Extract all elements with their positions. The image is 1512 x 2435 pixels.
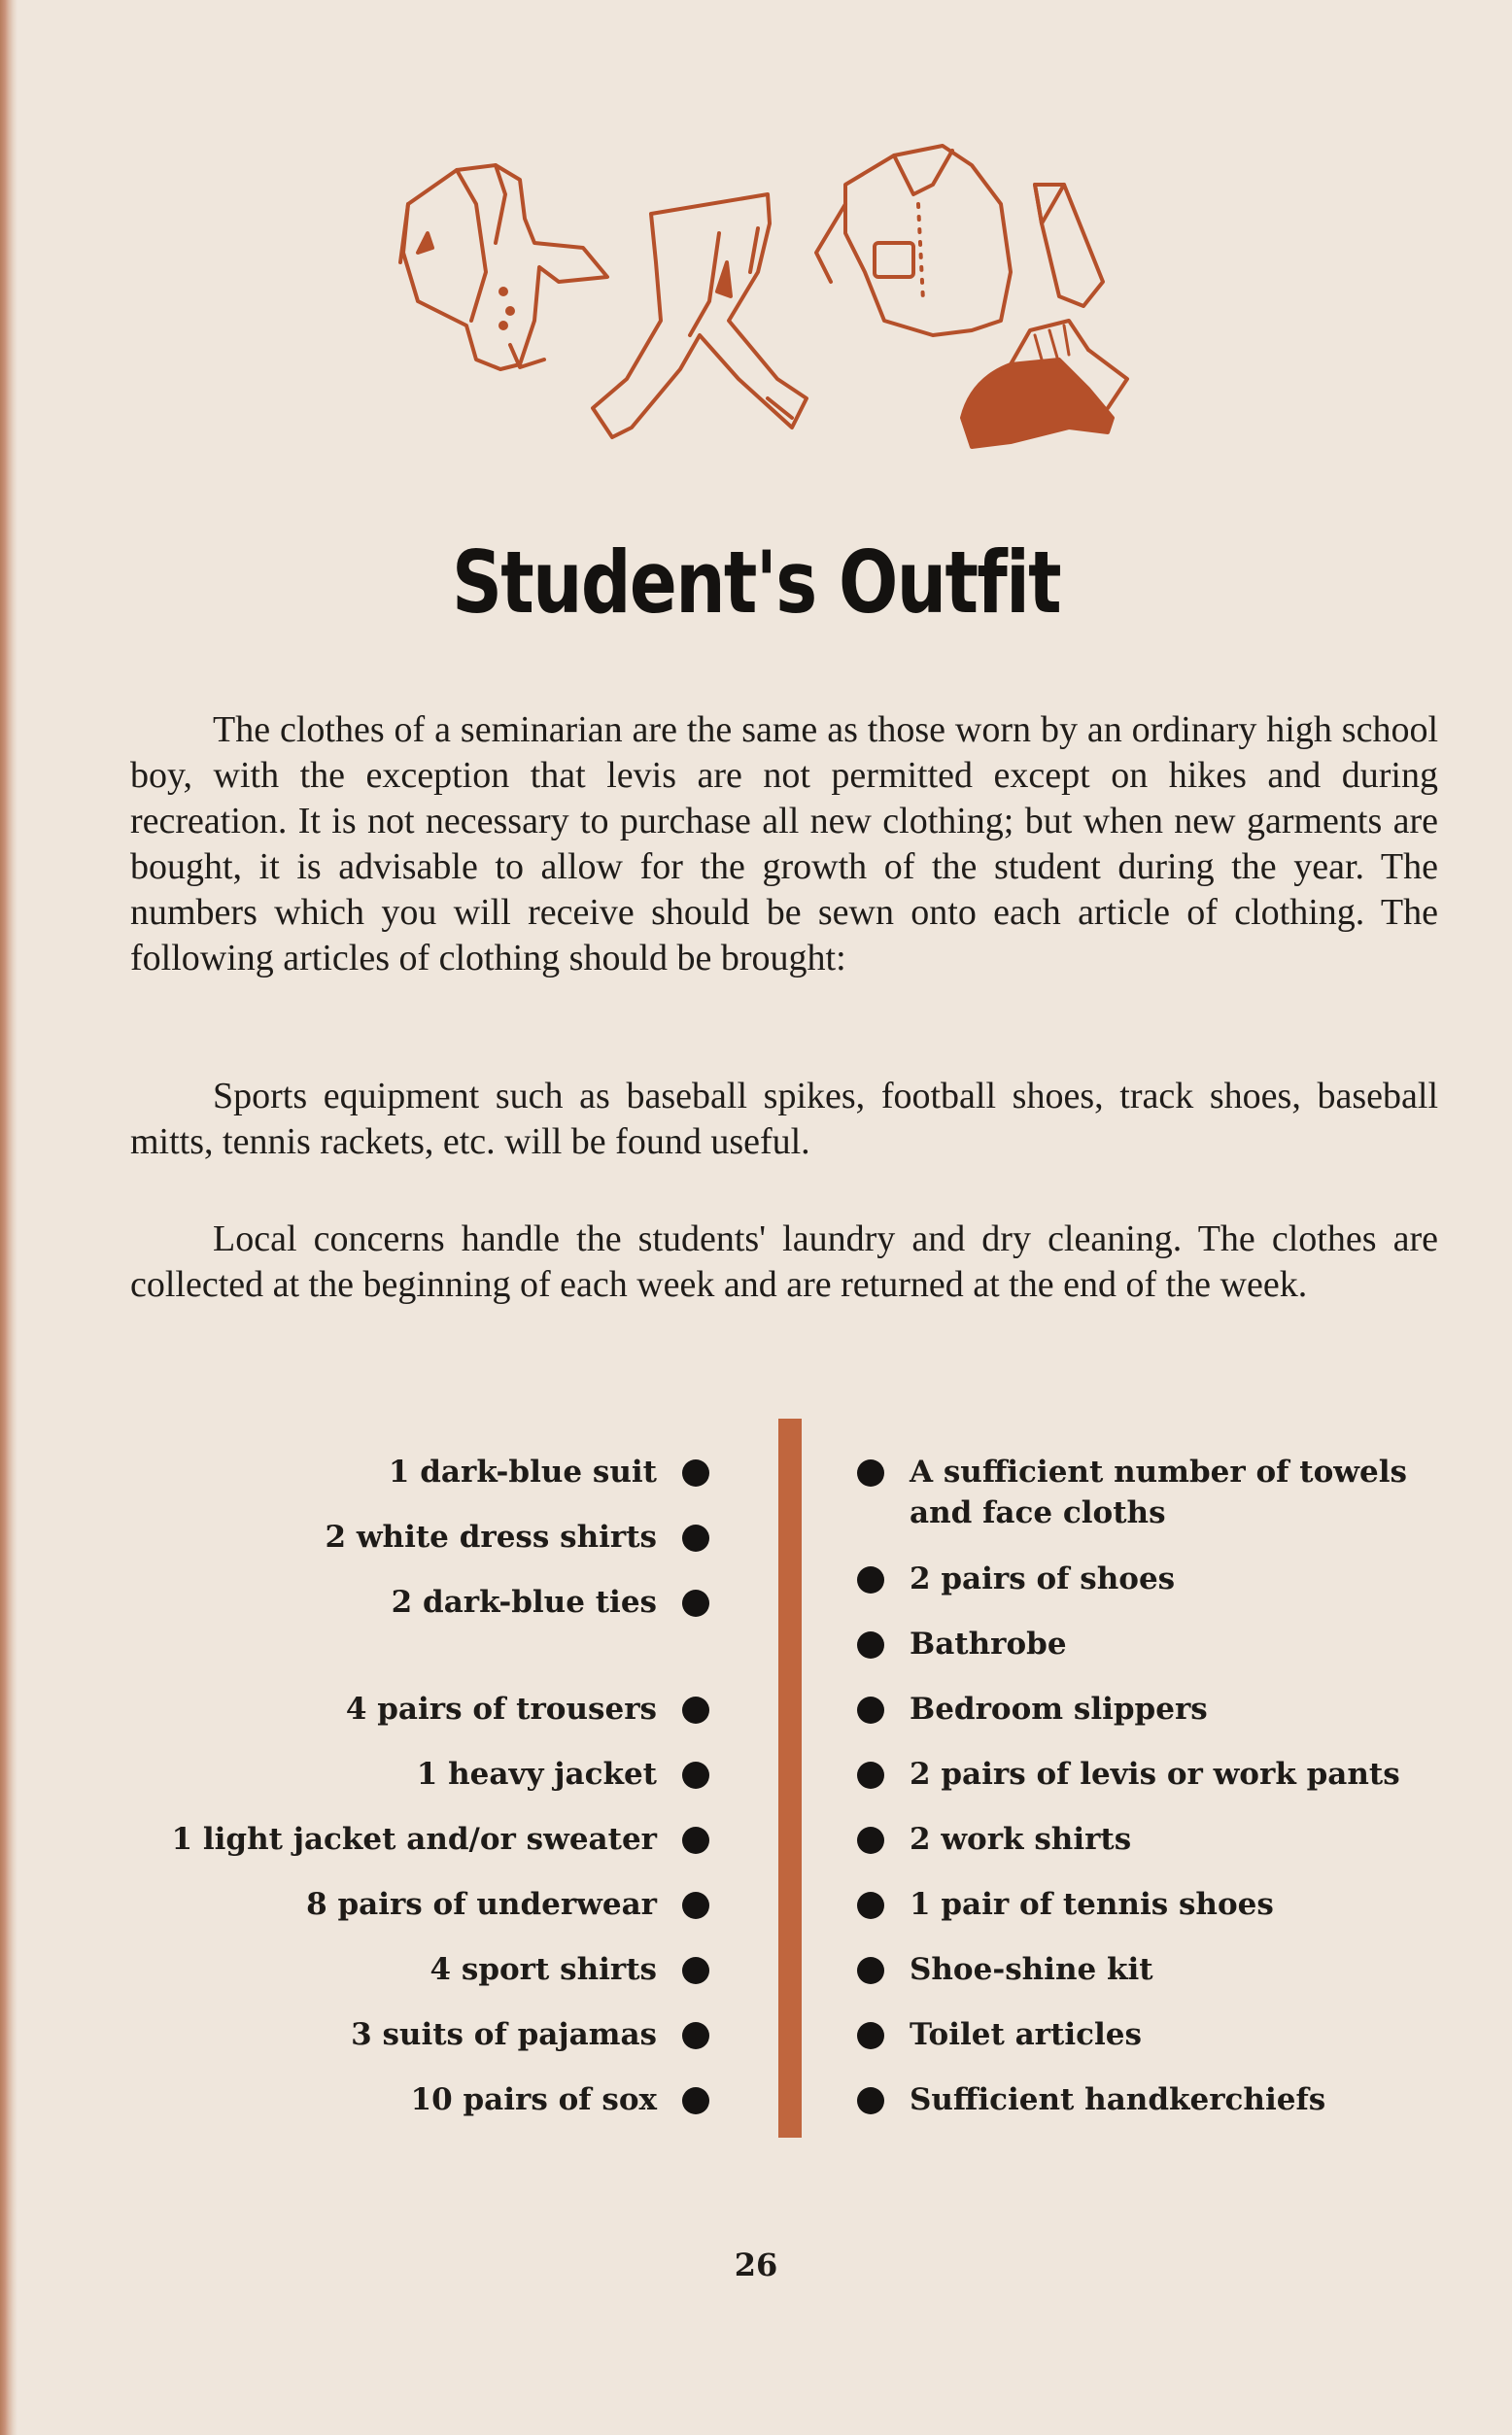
list-item bbox=[389, 1452, 709, 1492]
list-item bbox=[392, 1582, 709, 1623]
list-item bbox=[857, 1754, 1460, 1795]
page-binding-edge bbox=[0, 0, 17, 2435]
bullet-icon bbox=[682, 1892, 709, 1919]
list-item-label: Shoe-shine kit bbox=[910, 1952, 1153, 1987]
list-item bbox=[351, 2014, 709, 2055]
bullet-icon bbox=[682, 1827, 709, 1854]
list-item bbox=[857, 1559, 1460, 1599]
bullet-icon bbox=[682, 2022, 709, 2049]
list-item bbox=[172, 1819, 709, 1860]
list-item-label: 8 pairs of underwear bbox=[306, 1887, 657, 1922]
bullet-icon bbox=[682, 1459, 709, 1487]
jacket-icon bbox=[400, 165, 607, 369]
list-item-label: 4 pairs of trousers bbox=[345, 1692, 657, 1727]
bullet-icon bbox=[682, 1697, 709, 1724]
column-divider bbox=[778, 1419, 802, 2138]
bullet-icon bbox=[857, 1762, 884, 1789]
list-item-label: 10 pairs of sox bbox=[410, 2082, 657, 2117]
list-item-label: 2 pairs of shoes bbox=[910, 1561, 1176, 1596]
list-item bbox=[857, 1949, 1460, 1990]
bullet-icon bbox=[857, 2087, 884, 2114]
bullet-icon bbox=[857, 1631, 884, 1659]
tie-icon bbox=[1035, 185, 1103, 306]
page-number: 26 bbox=[734, 2246, 778, 2283]
list-item-label: Sufficient handkerchiefs bbox=[910, 2082, 1326, 2117]
list-item bbox=[857, 1819, 1460, 1860]
shoe-icon bbox=[962, 321, 1127, 447]
list-item-label: 2 dark-blue ties bbox=[391, 1585, 657, 1620]
bullet-icon bbox=[857, 1459, 884, 1487]
shirt-icon bbox=[816, 146, 1011, 335]
list-item-label: 2 work shirts bbox=[910, 1822, 1132, 1857]
intro-paragraph: The clothes of a seminarian are the same as those worn by an ordinary high school boy, with the exception that levis are not permitted except on hikes and during recreation. It is not necessary to purchase all new clothing; but when new garments are bought, it is advisable to allow for the growth of the student during the year. The numbers which you will receive should be sewn onto each article of clothing. The following articles of clothing should be brought: bbox=[130, 709, 1438, 978]
list-item bbox=[411, 2079, 709, 2120]
list-item-label: 1 light jacket and/or sweater bbox=[171, 1822, 657, 1857]
list-item-label: Toilet articles bbox=[910, 2017, 1142, 2052]
list-item bbox=[857, 1452, 1460, 1533]
bullet-icon bbox=[857, 1697, 884, 1724]
trousers-icon bbox=[593, 194, 807, 437]
bullet-icon bbox=[857, 1566, 884, 1594]
bullet-icon bbox=[682, 2087, 709, 2114]
list-item-label: A sufficient number of towels and face cloths bbox=[910, 1455, 1407, 1530]
list-item-label: 3 suits of pajamas bbox=[351, 2017, 657, 2052]
list-item bbox=[417, 1754, 709, 1795]
bullet-icon bbox=[857, 1957, 884, 1984]
list-item-label: Bathrobe bbox=[910, 1627, 1067, 1662]
laundry-paragraph: Local concerns handle the students' laundry and dry cleaning. The clothes are collected at the beginning of each week and are returned at the end of the week. bbox=[130, 1218, 1438, 1305]
page-title: Student's Outfit bbox=[451, 532, 1061, 633]
bullet-icon bbox=[682, 1525, 709, 1552]
list-item bbox=[857, 1689, 1460, 1730]
list-item bbox=[857, 1624, 1460, 1664]
bullet-icon bbox=[682, 1957, 709, 1984]
list-item-label: 1 heavy jacket bbox=[416, 1757, 657, 1792]
list-item bbox=[857, 2079, 1460, 2120]
list-item-label: 2 pairs of levis or work pants bbox=[910, 1757, 1400, 1792]
list-item-label: 1 pair of tennis shoes bbox=[910, 1887, 1274, 1922]
clothing-illustration bbox=[389, 126, 1186, 515]
list-item bbox=[857, 1884, 1460, 1925]
list-item bbox=[326, 1517, 710, 1558]
list-item bbox=[857, 2014, 1460, 2055]
sports-paragraph: Sports equipment such as baseball spikes, football shoes, track shoes, baseball mitts, tennis rackets, etc. will be found useful. bbox=[130, 1076, 1438, 1162]
list-item bbox=[306, 1884, 709, 1925]
bullet-icon bbox=[682, 1590, 709, 1617]
list-item-label: Bedroom slippers bbox=[910, 1692, 1208, 1727]
bullet-icon bbox=[682, 1762, 709, 1789]
list-item-label: 4 sport shirts bbox=[430, 1952, 657, 1987]
list-item-label: 1 dark-blue suit bbox=[388, 1455, 657, 1490]
bullet-icon bbox=[857, 1892, 884, 1919]
list-item-label: 2 white dress shirts bbox=[325, 1520, 657, 1555]
bullet-icon bbox=[857, 2022, 884, 2049]
list-item bbox=[430, 1949, 709, 1990]
list-item bbox=[346, 1689, 709, 1730]
bullet-icon bbox=[857, 1827, 884, 1854]
